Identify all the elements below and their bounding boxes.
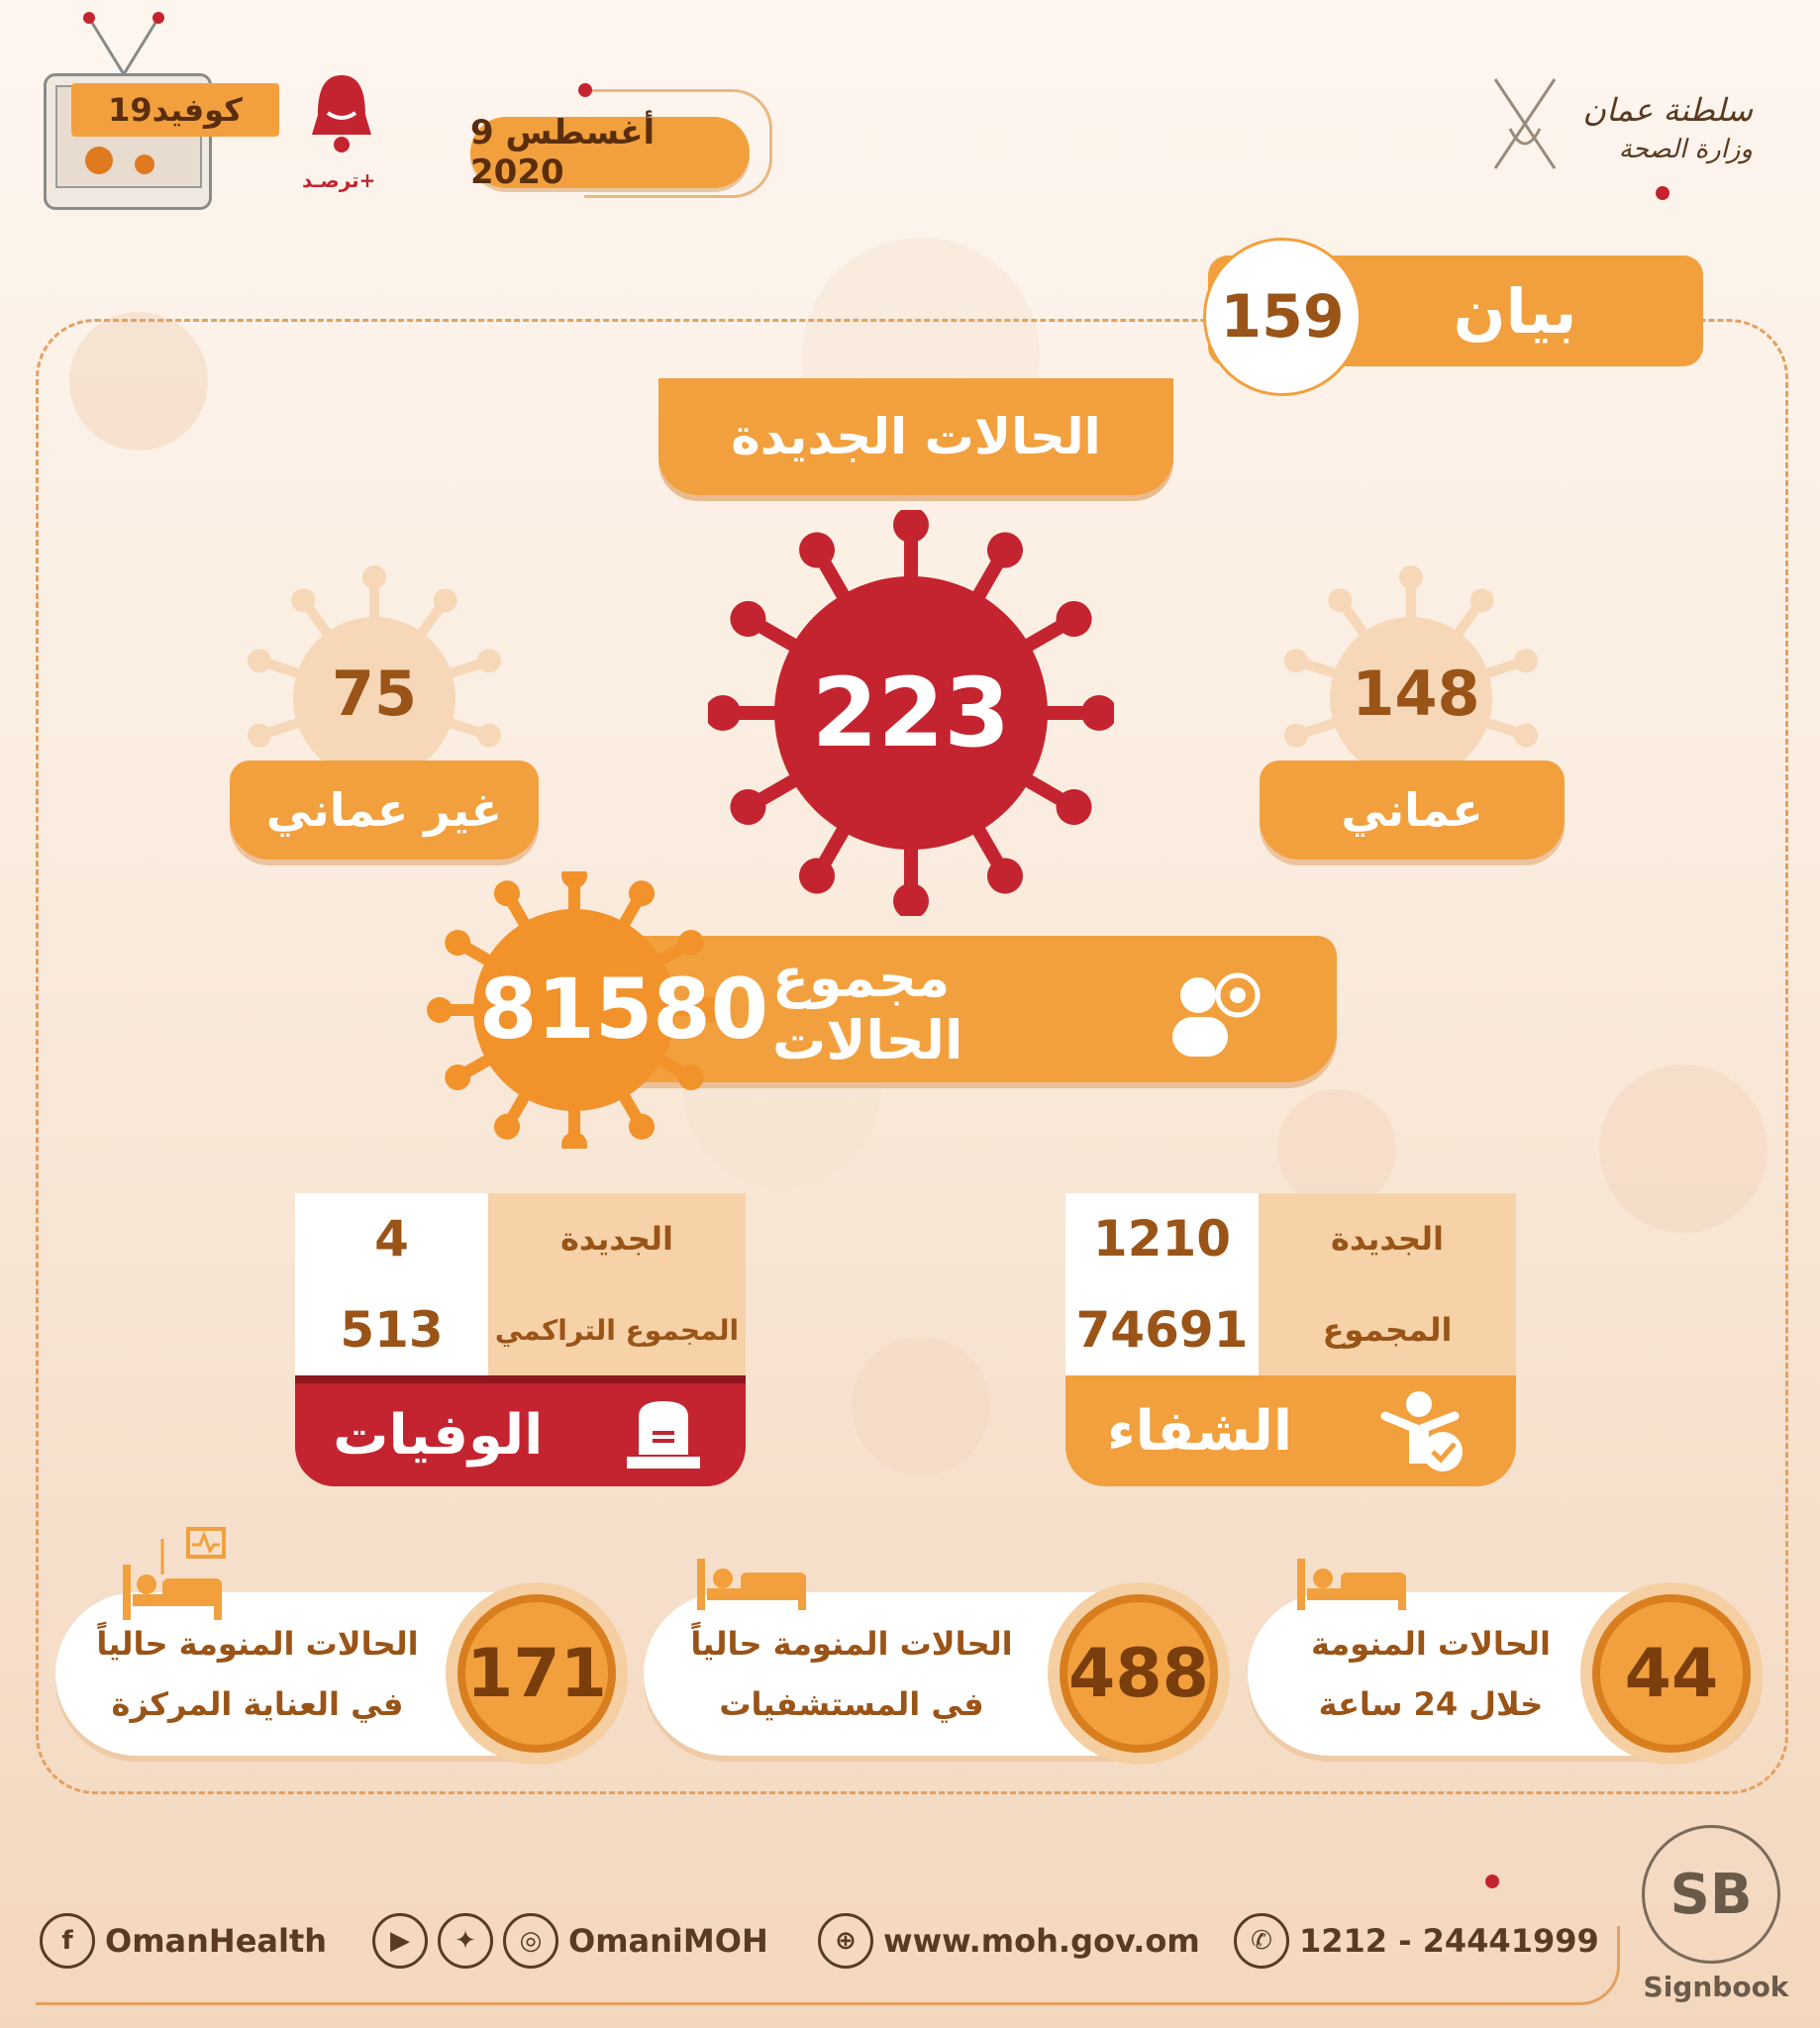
social-links[interactable] <box>372 1909 768 1973</box>
deaths-new-label: الجديدة <box>488 1193 746 1284</box>
new-cases-total: 223 <box>811 658 1011 768</box>
deaths-new-value: 4 <box>295 1193 488 1284</box>
tv-antenna-icon <box>79 10 168 79</box>
deaths-footer <box>295 1375 746 1486</box>
recovery-table <box>1065 1193 1516 1486</box>
facebook-icon: f <box>40 1913 95 1969</box>
ministry-name <box>1583 91 1753 164</box>
recovery-total-row <box>1065 1284 1516 1375</box>
covid19-label: كوفيد19 <box>71 83 279 137</box>
phone-icon: ✆ <box>1234 1913 1289 1969</box>
ministry-line2: وزارة الصحة <box>1618 135 1753 164</box>
hospitalized-current-line2: في المستشفيات <box>719 1684 984 1723</box>
hospitalized-24h-line1: الحالات المنومة <box>1311 1624 1551 1663</box>
logo-dot <box>1656 186 1669 200</box>
recovery-new-value: 1210 <box>1065 1193 1259 1284</box>
new-cases-title: الحالات الجديدة <box>658 378 1173 495</box>
signbook-label: Signbook <box>1643 1971 1789 2003</box>
non-omani-count: 75 <box>331 657 418 730</box>
website-link[interactable] <box>818 1909 1200 1973</box>
total-cases-value: 81580 <box>478 961 769 1058</box>
footer-dot <box>1485 1875 1499 1888</box>
hospitalized-24h-value: 44 <box>1592 1594 1751 1753</box>
deaths-title: الوفيات <box>333 1402 544 1468</box>
person-virus-icon <box>1159 956 1277 1065</box>
total-cases-label: مجموع الحالات <box>772 947 963 1071</box>
facebook-handle: OmanHealth <box>105 1922 328 1960</box>
omani-count: 148 <box>1352 657 1480 730</box>
instagram-icon[interactable]: ◎ <box>503 1913 558 1969</box>
deaths-new-row <box>295 1193 746 1284</box>
hospitalized-24h-text <box>1287 1592 1574 1756</box>
ministry-line1: سلطنة عمان <box>1582 91 1753 129</box>
deaths-total-value: 513 <box>295 1284 488 1375</box>
icu-badge <box>446 1582 628 1765</box>
bell-icon <box>302 65 381 164</box>
icu-value: 171 <box>457 1594 616 1753</box>
recovery-new-row <box>1065 1193 1516 1284</box>
deaths-table <box>295 1193 746 1486</box>
bed-icon <box>1293 1555 1412 1614</box>
recovery-title: الشفاء <box>1106 1398 1293 1464</box>
omani-label: عماني <box>1260 760 1565 860</box>
recovery-new-label: الجديدة <box>1259 1193 1516 1284</box>
phone-link[interactable] <box>1234 1909 1599 1973</box>
recovered-person-icon <box>1375 1386 1474 1475</box>
statement-number: 159 <box>1203 238 1362 396</box>
virus-small-icon <box>75 139 184 186</box>
website-url: www.moh.gov.om <box>883 1922 1200 1960</box>
social-handle: OmaniMOH <box>568 1922 768 1960</box>
hospitalized-current-text <box>683 1592 1020 1756</box>
date-dot <box>578 83 592 97</box>
icu-bed-monitor-icon <box>119 1525 228 1624</box>
globe-icon: ⊕ <box>818 1913 873 1969</box>
recovery-total-value: 74691 <box>1065 1284 1259 1375</box>
twitter-icon[interactable]: ✦ <box>438 1913 493 1969</box>
deaths-total-label: المجموع التراكمي <box>488 1284 746 1375</box>
recovery-footer <box>1065 1375 1516 1486</box>
icu-line1: الحالات المنومة حالياً <box>96 1624 419 1663</box>
hospitalized-24h-badge <box>1580 1582 1763 1765</box>
tarassud-label: ترصـد+ <box>302 168 376 192</box>
date-label: 9 أغسطس 2020 <box>470 117 750 188</box>
facebook-link[interactable] <box>40 1909 327 1973</box>
bed-icon <box>693 1555 812 1614</box>
icu-line2: في العناية المركزة <box>111 1684 404 1723</box>
hospitalized-current-badge <box>1048 1582 1230 1765</box>
statement-title: بيان <box>1453 274 1577 348</box>
phone-number: 1212 - 24441999 <box>1299 1922 1599 1960</box>
hospitalized-current-value: 488 <box>1060 1594 1218 1753</box>
tombstone-icon <box>619 1395 708 1474</box>
signbook-logo: SB <box>1642 1825 1780 1964</box>
hospitalized-24h-line2: خلال 24 ساعة <box>1318 1684 1544 1723</box>
deaths-total-row <box>295 1284 746 1375</box>
recovery-total-label: المجموع <box>1259 1284 1516 1375</box>
ministry-crescent-logo <box>1426 40 1584 198</box>
hospitalized-current-line1: الحالات المنومة حالياً <box>690 1624 1013 1663</box>
youtube-icon[interactable]: ▶ <box>372 1913 428 1969</box>
non-omani-label: غير عماني <box>230 760 539 860</box>
